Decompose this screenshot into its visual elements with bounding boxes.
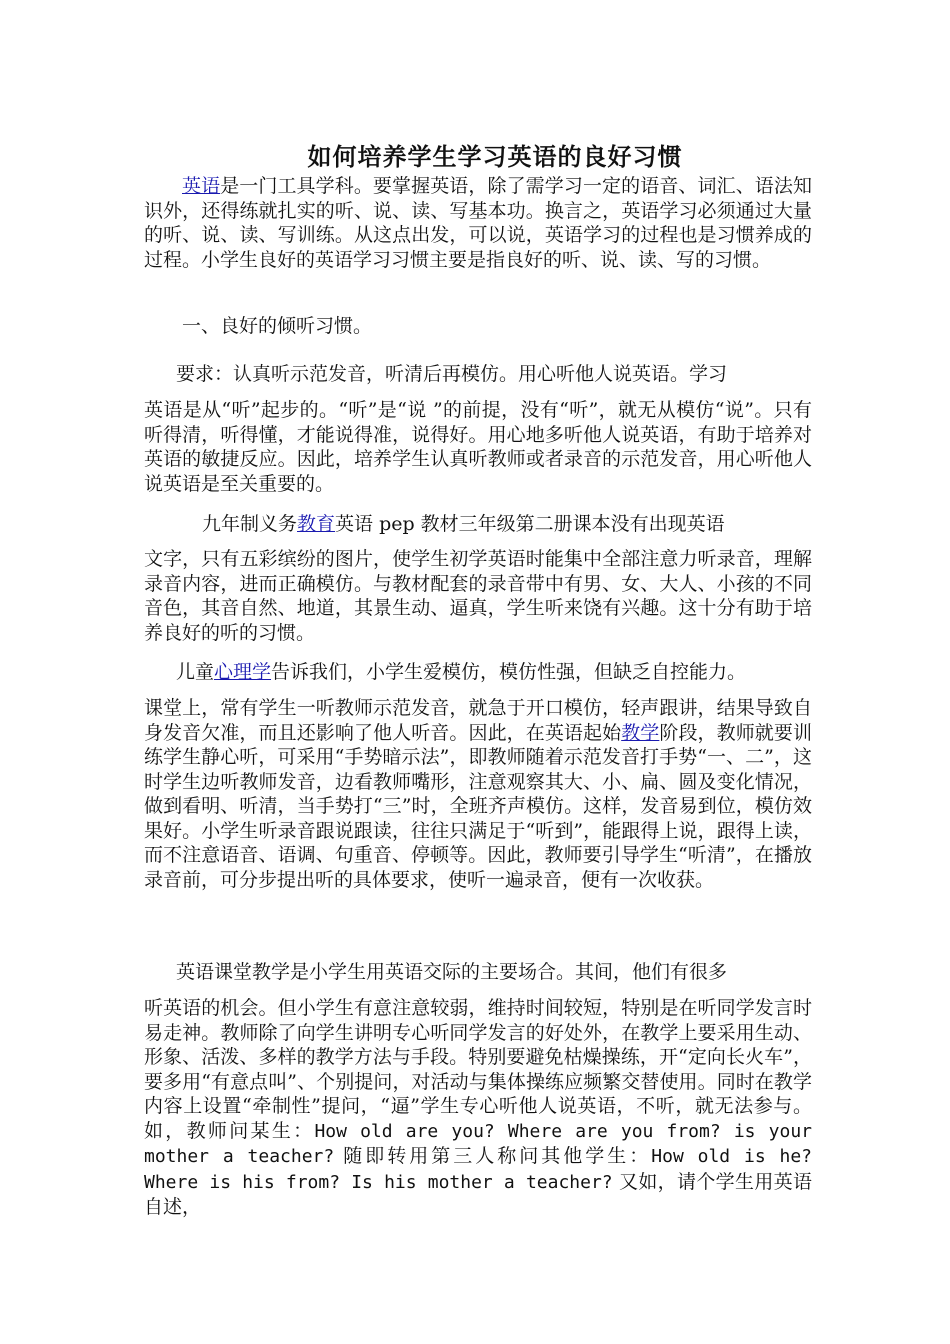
paragraph-requirement: 英语是从“听”起步的。“听”是“说 ”的前提，没有“听”，就无从模仿“说”。只有听得清，听得懂，才能说得准，说得好。用心地多听他人说英语，有助于培养对英语的敏捷反应。因此，培养学生认真听教师或者录音的示范发音，用心听他人说英语是至关重要的。 [144,399,812,495]
paragraph-classroom-text: 听英语的机会。但小学生有意注意较弱，维持时间较短，特别是在听同学发言时易走神。教师除了向学生讲明专心听同学发言的好处外，在教学上要采用生动、形象、活泼、多样的教学方法与手段。特别要避免枯燥操练，开“定向长火车”，要多用“有意点叫”、个别提问，对活动与集体操练应频繁交替使用。同时在教学内容上设置“牵制性”提问，“逼”学生专心听他人说英语，不听，就无法参与。如，教师问某生： [144,997,812,1142]
link-psychology[interactable]: 心理学 [214,661,272,683]
link-education[interactable]: 教育 [297,513,336,535]
english-questions-second: How old is he? Where is his from? Is his mother a teacher? [144,1146,812,1193]
link-teaching[interactable]: 教学 [621,721,660,744]
paragraph-classroom [144,996,812,1220]
paragraph-requirement-first-line: 要求：认真听示范发音，听清后再模仿。用心听他人说英语。学习 [176,363,728,385]
paragraph-psychology-text-b: 阶段，教师就要训练学生静心听，可采用“手势暗示法”，即教师随着示范发音打手势“一、二”，这时学生边听教师发音，边看教师嘴形，注意观察其大、小、扁、圆及变化情况，做到看明、听清，当手势打“三”时，全班齐声模仿。这样，发音易到位，模仿效果好。小学生听录音跟说跟读，往往只满足于“听到”，能跟得上说，跟得上读，而不注意语音、语调、句重音、停顿等。因此，教师要引导学生“听清”，在播放录音前，可分步提出听的具体要求，使听一遍录音，便有一次收获。 [144,721,812,891]
paragraph-psychology-first-line [144,660,812,685]
section-heading-listening: 一、良好的倾听习惯。 [182,315,373,337]
paragraph-intro [144,174,812,272]
paragraph-psychology [144,696,812,892]
paragraph-psychology-pre: 儿童 [176,661,215,683]
paragraph-textbook-pre: 九年制义务 [202,513,298,535]
link-english[interactable]: 英语 [182,175,221,197]
paragraph-textbook: 文字，只有五彩缤纷的图片，使学生初学英语时能集中全部注意力听录音，理解录音内容，进而正确模仿。与教材配套的录音带中有男、女、大人、小孩的不同音色，其音自然、地道，其景生动、逼真，学生听来饶有兴趣。这十分有助于培养良好的听的习惯。 [144,548,812,644]
paragraph-psychology-post: 告诉我们，小学生爱模仿，模仿性强，但缺乏自控能力。 [271,661,747,683]
document-title: 如何培养学生学习英语的良好习惯 [307,142,683,171]
paragraph-textbook-first-line [144,512,812,537]
paragraph-intro-text: 是一门工具学科。要掌握英语，除了需学习一定的语音、词汇、语法知识外，还得练就扎实的听、说、读、写基本功。换言之，英语学习必须通过大量的听、说、读、写训练。从这点出发，可以说，英语学习的过程也是习惯养成的过程。小学生良好的英语学习习惯主要是指良好的听、说、读、写的习惯。 [144,175,812,271]
paragraph-psychology-text-a: 课堂上，常有学生一听教师示范发音，就急于开口模仿，轻声跟讲，结果导致自身发音欠准，而且还影响了他人听音。因此，在英语起始 [144,697,812,744]
paragraph-textbook-post: 英语 pep 教材三年级第二册课本没有出现英语 [335,513,725,535]
paragraph-classroom-end: 又如，请个学生用英语自述， [144,1170,812,1218]
english-questions-first: How old are you? Where are you from? is your mother a teacher? [144,1120,812,1167]
paragraph-classroom-mid: 随即转用第三人称问其他学生： [334,1145,652,1167]
paragraph-classroom-first-line: 英语课堂教学是小学生用英语交际的主要场合。其间，他们有很多 [176,961,728,983]
